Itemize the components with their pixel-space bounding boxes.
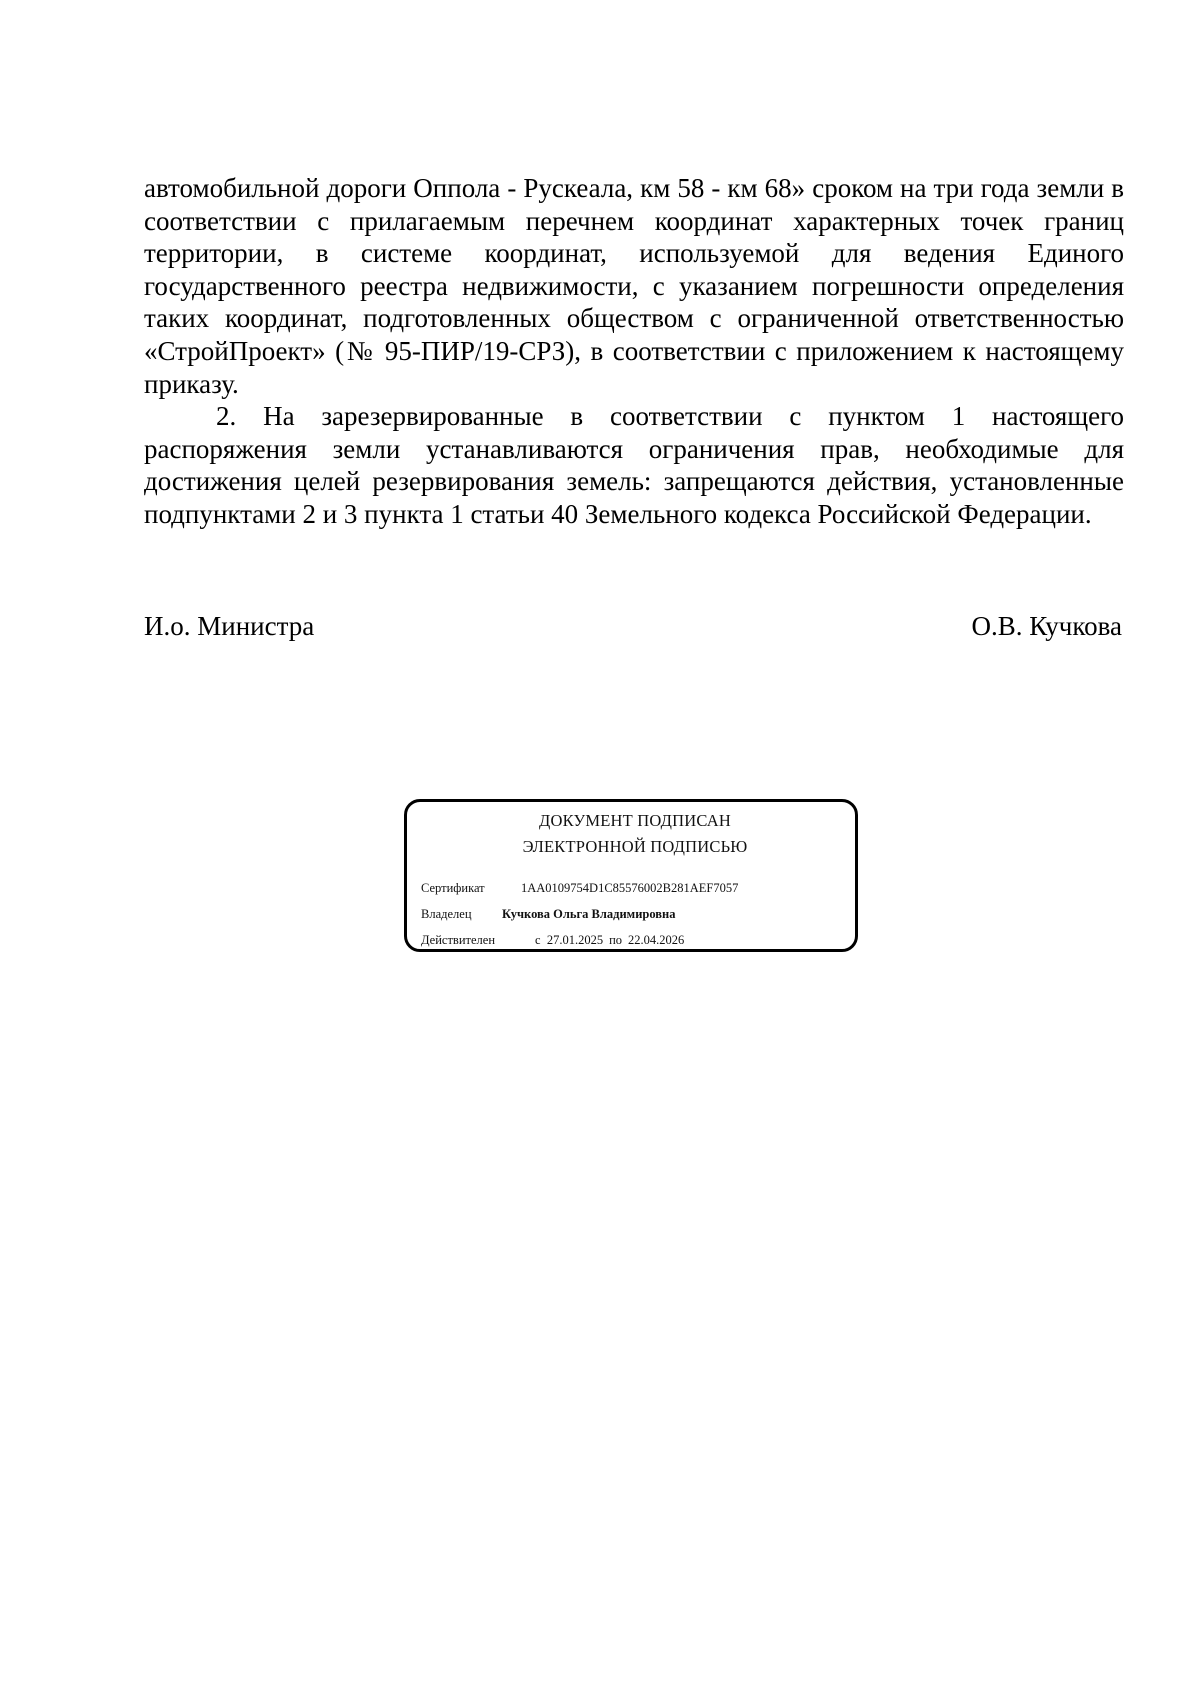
stamp-valid-label: Действителен xyxy=(421,933,496,947)
signatory-name: О.В. Кучкова xyxy=(971,611,1122,641)
stamp-owner-label: Владелец xyxy=(421,907,472,921)
signature-block xyxy=(144,610,1122,646)
stamp-valid-from-prefix: с xyxy=(535,933,541,947)
stamp-valid-to: 22.04.2026 xyxy=(628,933,685,947)
stamp-owner-value: Кучкова Ольга Владимировна xyxy=(502,907,676,921)
stamp-title-line-1: ДОКУМЕНТ ПОДПИСАН xyxy=(539,811,731,830)
stamp-certificate-label: Сертификат xyxy=(421,881,485,895)
stamp-valid-to-prefix: по xyxy=(609,933,623,947)
body-paragraph-2: 2. На зарезервированные в соответствии с пунктом 1 настоящего распоряжения земли устанавливаются ограничения прав, необходимые для достижения целей резервирования земель: запрещаются действия, установленные подпунктами 2 и 3 пункта 1 статьи 40 Земельного кодекса Российской Федерации. xyxy=(144,401,1124,529)
stamp-title-line-2: ЭЛЕКТРОННОЙ ПОДПИСЬЮ xyxy=(522,837,748,856)
stamp-certificate-value: 1AA0109754D1C85576002B281AEF7057 xyxy=(521,881,739,895)
e-signature-stamp xyxy=(404,799,858,952)
stamp-valid-from: 27.01.2025 xyxy=(546,933,604,947)
document-body xyxy=(144,172,1124,531)
signatory-position: И.о. Министра xyxy=(144,611,315,641)
stamp-certificate-row xyxy=(421,880,738,896)
stamp-validity-row xyxy=(421,932,684,948)
stamp-owner-row xyxy=(421,906,676,922)
body-paragraph-1: автомобильной дороги Оппола - Рускеала, км 58 - км 68» сроком на три года земли в соответствии с прилагаемым перечнем координат характерных точек границ территории, в системе координат, используемой для ведения Единого государственного реестра недвижимости, с указанием погрешности определения таких координат, подготовленных обществом с ограниченной ответственностью «СтройПроект» (№ 95-ПИР/19-СРЗ), в соответствии с приложением к настоящему приказу. xyxy=(144,173,1124,399)
